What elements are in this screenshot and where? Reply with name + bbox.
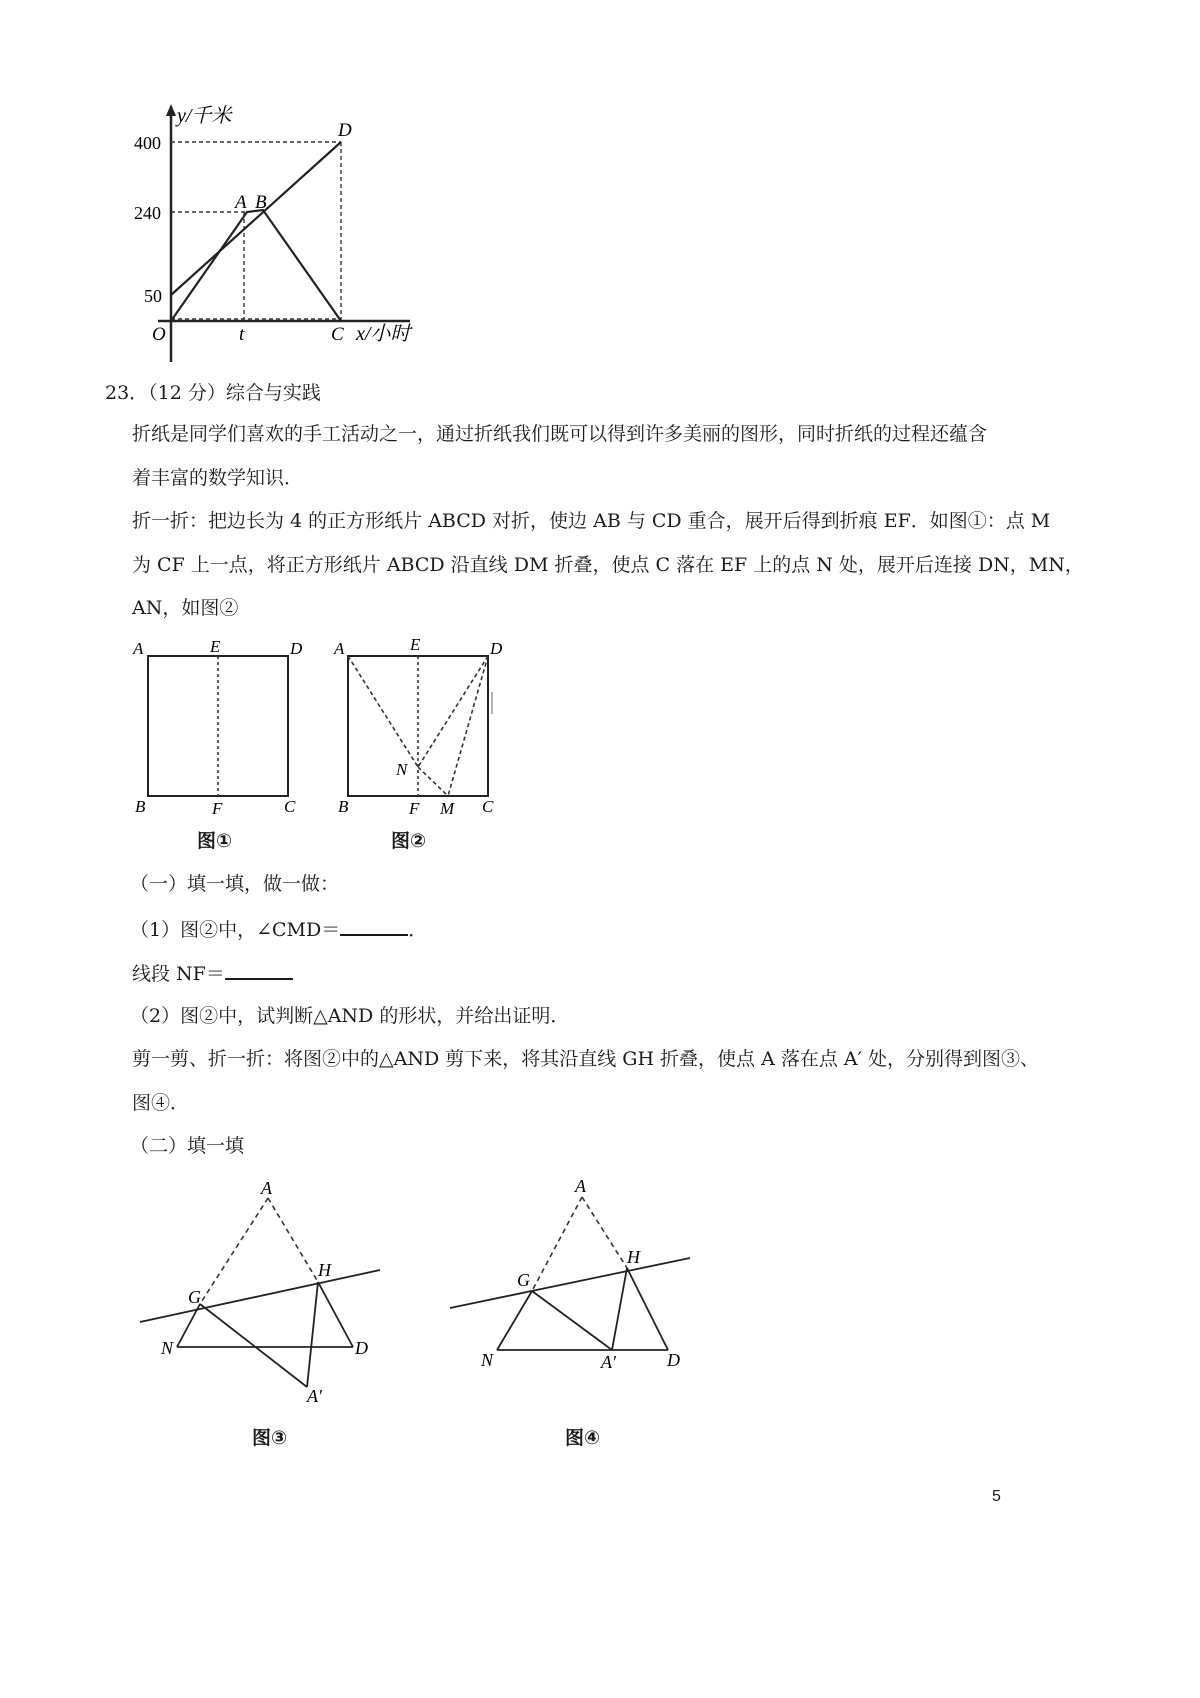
label-G: G — [188, 1287, 201, 1307]
distance-time-graph — [120, 100, 450, 370]
route-O-A-B-C — [171, 210, 341, 321]
dashed-AH — [582, 1197, 627, 1268]
edge-HA-prime — [612, 1268, 627, 1350]
question-1-suffix: ． — [408, 919, 428, 941]
label-D: D — [355, 1338, 368, 1358]
intro-line-2: 着丰富的数学知识． — [132, 467, 304, 489]
label-A: A — [334, 639, 345, 658]
label-D: D — [290, 639, 303, 658]
answer-blank-nf[interactable] — [225, 960, 293, 980]
question-1b-prefix: 线段 NF＝ — [132, 963, 225, 985]
route-D — [171, 142, 341, 295]
fold-line-GH — [450, 1258, 690, 1308]
fold-line-1: 折一折：把边长为 4 的正方形纸片 ABCD 对折，使边 AB 与 CD 重合，展开后得到折痕 EF．如图①：点 M — [132, 510, 1051, 532]
label-D: D — [667, 1350, 680, 1370]
label-A-prime: A′ — [601, 1352, 616, 1372]
point-A-label: A — [235, 192, 247, 213]
edge-HA-prime — [307, 1282, 318, 1387]
label-C: C — [482, 797, 494, 816]
label-A: A — [575, 1176, 586, 1196]
fold-line-2: 为 CF 上一点，将正方形纸片 ABCD 沿直线 DM 折叠，使点 C 落在 EF 上的点 N 处，展开后连接 DN，MN， — [132, 554, 1084, 576]
label-E: E — [210, 637, 221, 656]
edge-NG — [497, 1291, 532, 1350]
point-D-label: D — [338, 120, 352, 141]
cut-line-2: 图④． — [132, 1092, 190, 1114]
point-C-label: C — [331, 324, 344, 345]
label-N: N — [396, 760, 408, 779]
label-B: B — [338, 797, 349, 816]
y-tick-400: 400 — [134, 133, 161, 153]
dashed-AG — [200, 1198, 268, 1304]
label-D: D — [490, 639, 503, 658]
label-N: N — [481, 1350, 494, 1370]
origin-label: O — [152, 324, 166, 345]
y-tick-240: 240 — [134, 203, 161, 223]
edge-HD — [318, 1282, 353, 1347]
figure-4-caption: 图④ — [565, 1427, 601, 1449]
edge-GA-prime — [532, 1291, 612, 1350]
segment-AN — [348, 656, 418, 767]
label-H: H — [627, 1247, 640, 1267]
dashed-AH — [268, 1198, 318, 1282]
label-M: M — [440, 799, 455, 818]
y-tick-50: 50 — [144, 286, 162, 306]
label-A-prime: A′ — [307, 1386, 322, 1405]
fold-line-3: AN，如图② — [132, 597, 239, 619]
x-axis-label: x/小时 — [356, 323, 411, 345]
t-label: t — [239, 324, 245, 345]
segment-NM — [418, 767, 448, 796]
section-1-heading: （一）填一填，做一做： — [130, 873, 340, 895]
label-N: N — [161, 1338, 174, 1358]
figure-2-caption: 图② — [391, 830, 427, 852]
edge-HD — [627, 1268, 668, 1350]
question-1-prefix: （1）图②中，∠CMD＝ — [130, 919, 341, 941]
label-F: F — [409, 799, 420, 818]
figure-4-triangle-fold — [445, 1170, 705, 1395]
segment-DN — [418, 656, 488, 767]
figure-2-square-folded — [330, 632, 530, 822]
page-number: 5 — [992, 1488, 1001, 1505]
label-G: G — [517, 1270, 530, 1290]
section-2-heading: （二）填一填 — [130, 1135, 245, 1157]
y-axis-arrow-icon — [166, 104, 176, 116]
fold-line-GH — [140, 1270, 380, 1322]
label-A: A — [261, 1178, 272, 1198]
edge-NG — [177, 1304, 200, 1347]
point-B-label: B — [255, 192, 267, 213]
figure-3-caption: 图③ — [252, 1427, 288, 1449]
y-axis-label: y/千米 — [177, 105, 232, 127]
problem-heading: 23．（12 分）综合与实践 — [105, 382, 321, 404]
intro-line-1: 折纸是同学们喜欢的手工活动之一，通过折纸我们既可以得到许多美丽的图形，同时折纸的过程还蕴含 — [132, 423, 988, 445]
cut-line-1: 剪一剪、折一折：将图②中的△AND 剪下来，将其沿直线 GH 折叠，使点 A 落在点 A′ 处，分别得到图③、 — [132, 1048, 1039, 1070]
edge-GA-prime — [200, 1304, 307, 1387]
label-B: B — [135, 797, 146, 816]
label-A: A — [133, 639, 144, 658]
figure-3-triangle-fold — [135, 1170, 395, 1405]
segment-DM — [448, 656, 488, 796]
label-E: E — [410, 635, 421, 654]
dashed-AG — [532, 1197, 582, 1291]
question-1b — [132, 960, 293, 986]
question-1 — [130, 916, 427, 942]
figure-1-caption: 图① — [197, 830, 233, 852]
label-H: H — [318, 1260, 331, 1280]
question-2: （2）图②中，试判断△AND 的形状，并给出证明． — [130, 1005, 570, 1027]
label-C: C — [284, 797, 296, 816]
figure-1-square — [128, 632, 318, 822]
answer-blank-angle[interactable] — [340, 916, 408, 936]
label-F: F — [212, 799, 223, 818]
